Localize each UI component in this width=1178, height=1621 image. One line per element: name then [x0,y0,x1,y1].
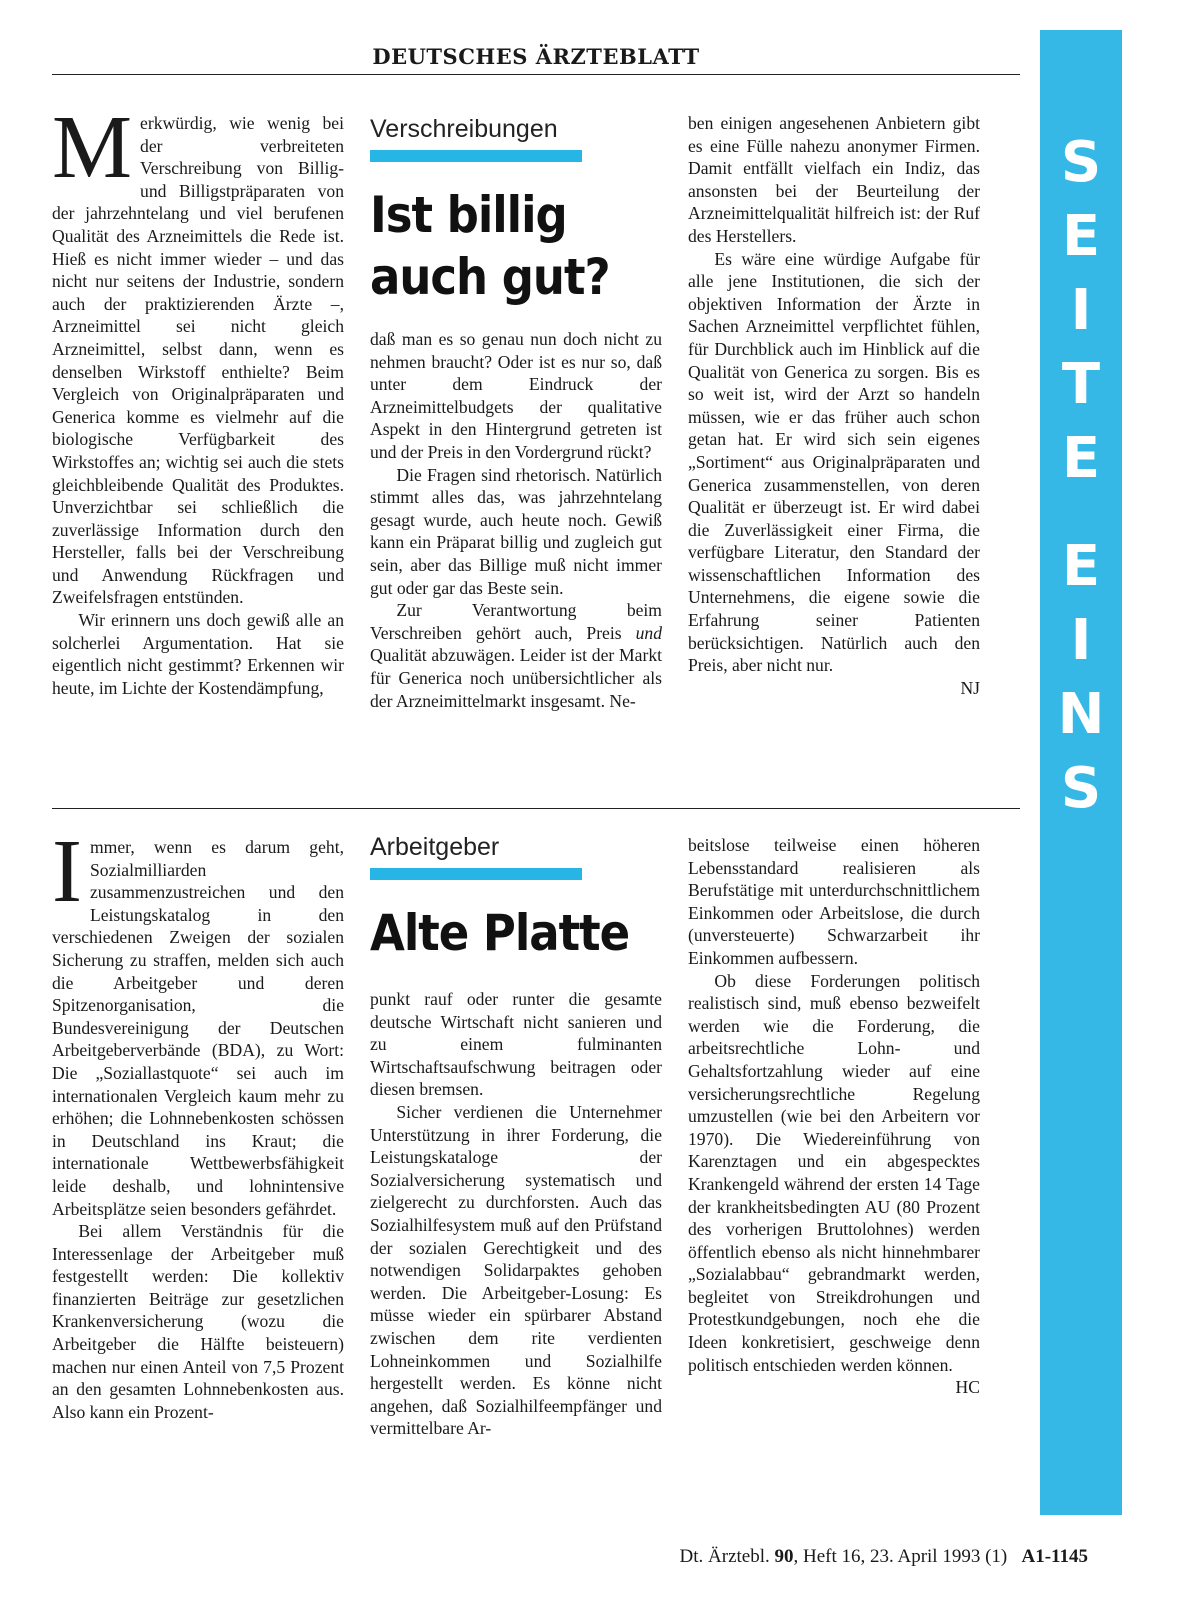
side-letter: E [1061,204,1101,269]
article1-column-3 [688,112,980,699]
side-letter: I [1070,608,1092,673]
side-letter-gap [1040,496,1122,530]
section-side-band [1040,30,1122,1515]
article2-paragraph: Immer, wenn es darum geht, Sozialmilliarden zusammenzustreichen und den Leistungskatalog in den verschiedenen Zweigen der sozialen Sicherung zu straffen, melden sich auch die Arbeitgeber und deren Spitzenorganisation, die Bundesvereinigung der Deutschen Arbeitgeberverbände (BDA), zu Wort: Die „Soziallastquote“ sei auch im internationalen Vergleich kaum mehr zu erhöhen; die Lohnnebenkosten schössen in Deutschland ins Kraut; die internationale Wettbewerbsfähigkeit leide deshalb, und lohnintensive Arbeitsplätze seien besonders gefährdet. [52,822,344,1219]
dropcap: M [52,98,133,197]
footer-issue: , Heft 16, 23. April 1993 (1) [793,1546,1008,1567]
kicker-bar [370,150,582,162]
article2-column-2 [370,832,662,1440]
masthead: DEUTSCHES ÄRZTEBLATT [372,44,700,69]
author-signature: HC [955,1377,980,1398]
article1-paragraph: daß man es so genau nun doch nicht zu nehmen braucht? Oder ist es nur so, daß unter dem Eindruck der Arzneimittelbudgets der qualitative Aspekt in den Hintergrund getreten ist und der Preis in den Vordergrund rückt? [370,329,662,462]
article2-paragraph: Ob diese Forderungen politisch realistisch sind, muß ebenso bezweifelt werden wie die Forderung, die arbeitsrechtliche Lohn- und Gehaltsfortzahlung wieder auf eine versicherungsrechtliche Regelung umzustellen (wie bei den Arbeitern vor 1970). Die Wiedereinführung von Karenztagen und ein abgespecktes Krankengeld während der ersten 14 Tage der krankheitsbedingten AU (80 Prozent des vorherigen Bruttolohnes) werden öffentlich ebenso als nicht hinnehmbarer „Sozialabbau“ gebrandmarkt werden, begleitet von Streikdrohungen und Protestkundgebungen, noch ehe die Ideen konkretisiert, geschweige denn politisch entschieden werden können. [688,970,980,1375]
footer-page: A1-1145 [1021,1546,1088,1567]
article2-paragraph: beitslose teilweise einen höheren Lebensstandard realisieren als Berufstätige mit unterdurchschnittlichem Einkommen oder Arbeitslose, die durch (unversteuerte) Schwarzarbeit ihr Einkommen aufbessern. [688,835,980,968]
side-letter: S [1060,756,1102,821]
side-letter: N [1057,682,1105,747]
article2-paragraph: punkt rauf oder runter die gesamte deutsche Wirtschaft nicht sanieren und zu einem fulminanten Wirtschaftsaufschwung beitragen oder diesen bremsen. [370,989,662,1100]
kicker-bar [370,868,582,880]
footer-volume: 90 [774,1546,794,1567]
article2-paragraph: Bei allem Verständnis für die Interessenlage der Arbeitgeber muß festgestellt werden: Die kollektiv finanzierten Beiträge zur gesetzlichen Krankenversicherung (wozu die Arbeitgeber die Hälfte beisteuern) machen nur einen Anteil von 7,5 Prozent an den gesamten Lohnnebenkosten aus. Also kann ein Prozent- [52,1221,344,1422]
article1-headline: Ist billig auch gut? [370,186,610,306]
article1-column-2 [370,114,662,712]
section-title-vertical [1040,126,1122,826]
article1-paragraph: Wir erinnern uns doch gewiß alle an solcherlei Argumentation. Hat sie eigentlich nicht gestimmt? Erkennen wir heute, im Lichte der Kostendämpfung, [52,610,344,698]
article1-kicker: Verschreibungen [370,115,558,143]
article2-paragraph: Sicher verdienen die Unternehmer Unterstützung in ihrer Forderung, die Leistungskataloge der Sozialversicherung systematisch und zielgerecht zu durchforsten. Auch das Sozialhilfesystem muß auf den Prüfstand der sozialen Gerechtigkeit und des notwendigen Solidarpaktes gehoben werden. Die Arbeitgeber-Losung: Es müsse wieder ein spürbarer Abstand zwischen dem rite verdienten Lohneinkommen und Sozialhilfe hergestellt werden. Es könne nicht angehen, daß Sozialhilfeempfänger und vermittelbare Ar- [370,1101,662,1439]
side-letter: E [1061,534,1101,599]
article1-column-1 [52,98,344,699]
dropcap: I [52,822,82,921]
section-rule [52,808,1020,809]
article1-paragraph: ben einigen angesehenen Anbietern gibt es eine Fülle nahezu anonymer Firmen. Damit entfällt vielfach ein Indiz, das ansonsten bei der Beurteilung der Arzneimittelqualität hilfreich ist: der Ruf des Herstellers. [688,113,980,246]
article1-paragraph: Merkwürdig, wie wenig bei der verbreiteten Verschreibung von Billig- und Billigstpräparaten von der jahrzehntelang und viel berufenen Qualität des Arzneimittels die Rede ist. Hieß es nicht immer wieder – und das nicht nur seitens der Industrie, sondern auch der praktizierenden Ärzte –, Arzneimittel sei nicht gleich Arzneimittel, selbst dann, wenn es denselben Wirkstoff enthielte? Beim Vergleich von Originalpräparaten und Generica komme es vielmehr auf die biologische Verfügbarkeit des Wirkstoffes an; wichtig sei auch die stets gleichbleibende Qualität des Produktes. Unverzichtbar sei schließlich die zuverlässige Information durch den Hersteller, falls bei der Verschreibung und Anwendung Rückfragen und Zweifelsfragen entstünden. [52,98,344,608]
author-signature: NJ [960,677,980,698]
article2-column-1 [52,822,344,1423]
masthead-rule [52,74,1020,75]
side-letter: S [1060,130,1102,195]
side-letter: T [1061,352,1101,417]
article2-column-3 [688,834,980,1399]
page-footer [560,1546,1088,1568]
article2-headline: Alte Platte [370,904,630,962]
article2-kicker: Arbeitgeber [370,833,500,861]
article1-paragraph: Die Fragen sind rhetorisch. Natürlich stimmt alles das, was jahrzehntelang gesagt wurde, auch heute noch. Gewiß kann ein Präparat billig und zugleich gut sein, aber das Billige muß nicht immer gut oder gar das Beste sein. [370,464,662,598]
article1-paragraph: Es wäre eine würdige Aufgabe für alle jene Institutionen, die sich der objektiven Information der Ärzte in Sachen Arzneimittel verpflichtet fühlen, für Durchblick auch im Hinblick auf die Qualität von Generica zu sorgen. Bis es so weit ist, wird der Arzt so handeln müssen, wie er das früher auch schon getan hat. Er wird sich sein eigenes „Sortiment“ aus Originalpräparaten und Generica zusammenstellen, von deren Qualität er überzeugt ist. Er wird dabei die Zuverlässigkeit einer Firma, die verfügbare Literatur, den Standard der wissenschaftlichen Information des Unternehmens, die eigene sowie die Erfahrung seiner Patienten berücksichtigen. Natürlich auch den Preis, aber nicht nur. [688,248,980,676]
side-letter: E [1061,426,1101,491]
side-letter: I [1070,278,1092,343]
article1-paragraph: Zur Verantwortung beim Verschreiben gehört auch, Preis und Qualität abzuwägen. Leider ist der Markt für Generica noch unübersichtlicher als der Arzneimittelmarkt insgesamt. Ne- [370,600,662,711]
footer-journal: Dt. Ärztebl. [679,1546,770,1567]
